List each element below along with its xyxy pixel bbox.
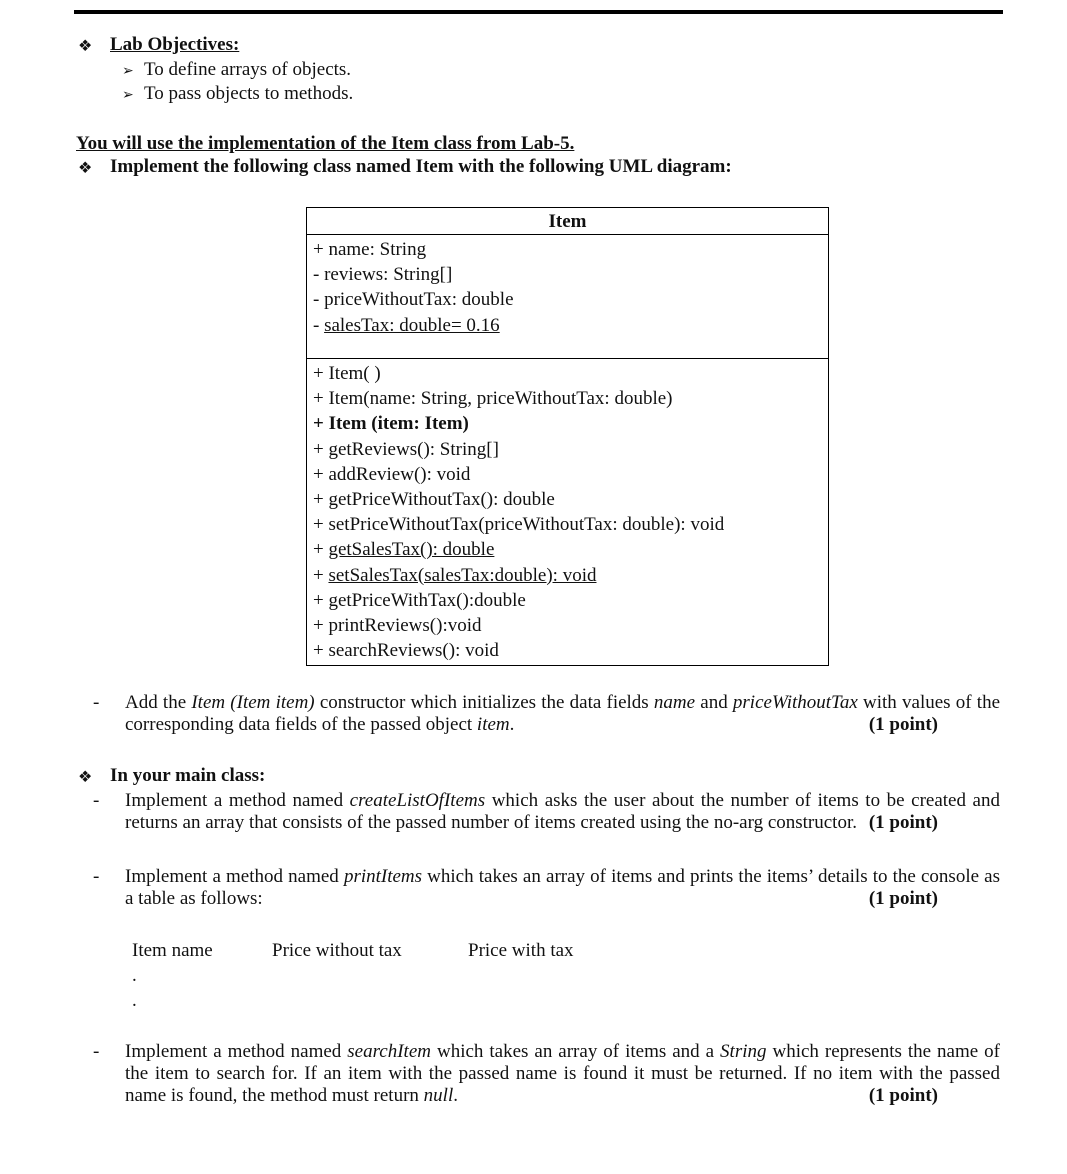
table-dot: . <box>132 965 137 986</box>
uml-method: + Item (item: Item) <box>313 413 469 435</box>
uml-method: + getReviews(): String[] <box>313 438 499 460</box>
uml-class-name: Item <box>307 208 828 235</box>
arrow-bullet-icon: ➢ <box>122 88 134 103</box>
uml-methods <box>307 359 828 665</box>
uml-attribute: - reviews: String[] <box>313 264 453 286</box>
uml-attribute: - priceWithoutTax: double <box>313 289 514 311</box>
uml-method: + getPriceWithoutTax(): double <box>313 488 555 510</box>
task-search-item: Implement a method named searchItem which takes an array of items and a String which represents the name of the item to search for. If an item with the passed name is found it must be returned. If no item with the passed name is found, the method must return null. (1 point) <box>125 1041 1000 1106</box>
dash-bullet: - <box>93 692 100 713</box>
points-label: (1 point) <box>868 888 938 909</box>
uml-method: + setSalesTax(salesTax:double): void <box>313 564 597 586</box>
objective-item: To pass objects to methods. <box>144 83 354 104</box>
points-label: (1 point) <box>868 714 938 735</box>
uml-method: + getPriceWithTax():double <box>313 589 526 611</box>
top-rule <box>74 10 1003 14</box>
table-dot: . <box>132 990 137 1011</box>
uml-method: + addReview(): void <box>313 463 471 485</box>
main-class-heading: In your main class: <box>110 765 266 786</box>
objectives-heading: Lab Objectives: <box>110 34 240 55</box>
points-label: (1 point) <box>868 1085 938 1106</box>
use-note: You will use the implementation of the Item class from Lab-5. <box>76 133 575 154</box>
arrow-bullet-icon: ➢ <box>122 64 134 79</box>
uml-method: + getSalesTax(): double <box>313 539 495 561</box>
diamond-bullet-icon: ❖ <box>78 160 93 177</box>
task-create-list: Implement a method named createListOfItems which asks the user about the number of items to be created and returns an array that consists of the passed number of items created using the no-arg constructor. (1 point) <box>125 790 1000 833</box>
uml-attribute: + name: String <box>313 239 427 260</box>
table-header: Price without tax <box>272 940 402 961</box>
dash-bullet: - <box>93 866 100 887</box>
objective-item: To define arrays of objects. <box>144 59 352 80</box>
uml-diagram <box>306 207 829 666</box>
points-label: (1 point) <box>868 812 938 833</box>
diamond-bullet-icon: ❖ <box>78 38 93 55</box>
uml-attributes <box>307 235 828 359</box>
uml-method: + Item(name: String, priceWithoutTax: double) <box>313 388 673 410</box>
dash-bullet: - <box>93 1041 100 1062</box>
uml-method: + Item( ) <box>313 363 381 384</box>
table-header: Item name <box>132 940 213 961</box>
task-print-items: Implement a method named printItems which takes an array of items and prints the items’ details to the console as a table as follows: (1 point) <box>125 866 1000 909</box>
uml-method: + searchReviews(): void <box>313 640 499 662</box>
task-constructor: Add the Item (Item item) constructor which initializes the data fields name and priceWithoutTax with values of the corresponding data fields of the passed object item. (1 point) <box>125 692 1000 735</box>
implement-heading: Implement the following class named Item with the following UML diagram: <box>110 156 732 177</box>
uml-method: + setPriceWithoutTax(priceWithoutTax: double): void <box>313 514 725 536</box>
uml-attribute: - salesTax: double= 0.16 <box>313 314 500 336</box>
dash-bullet: - <box>93 790 100 811</box>
uml-method: + printReviews():void <box>313 614 482 636</box>
table-header: Price with tax <box>468 940 574 961</box>
diamond-bullet-icon: ❖ <box>78 769 93 786</box>
